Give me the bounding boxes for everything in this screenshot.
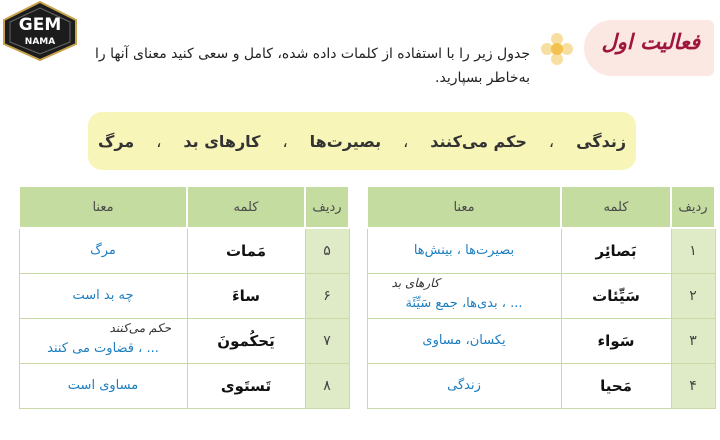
- word-separator: ،: [403, 131, 409, 151]
- row-meaning: مرگ: [19, 228, 187, 273]
- header-word: کلمه: [187, 186, 305, 228]
- instruction-text: جدول زیر را با استفاده از کلمات داده شده، کامل و سعی کنید معنای آنها را: [94, 46, 530, 62]
- row-number: ۴: [671, 363, 715, 408]
- word-separator: ،: [548, 131, 555, 151]
- row-number: ۵: [305, 228, 349, 273]
- table-row: [367, 273, 715, 318]
- row-number: ۱: [671, 228, 715, 273]
- word-bank-item: حکم می‌کنند: [430, 131, 527, 151]
- row-meaning: مساوی است: [19, 363, 187, 408]
- table-row: [19, 273, 349, 318]
- row-meaning: چه بد است: [19, 273, 187, 318]
- header-row-number: ردیف: [671, 186, 715, 228]
- row-word: سَیِّئات: [561, 273, 671, 318]
- row-word: بَصائِر: [561, 228, 671, 273]
- table-row: [19, 318, 349, 363]
- row-meaning: یکسان، مساوی: [367, 318, 561, 363]
- row-word: مَمات: [187, 228, 305, 273]
- header-word: کلمه: [561, 186, 671, 228]
- row-word: ساءَ: [187, 273, 305, 318]
- word-bank: [88, 112, 636, 170]
- row-meaning-cell: [367, 273, 561, 318]
- row-meaning: ... ، بدی‌ها، جمع سَیِّئَة: [405, 296, 523, 311]
- word-bank-item: بصیرت‌ها: [309, 131, 382, 151]
- logo-line2: NAMA: [24, 37, 56, 47]
- logo-line1: GEM: [18, 15, 62, 35]
- instruction-text-2: به‌خاطر بسپارید.: [435, 70, 530, 86]
- handwritten-note: کارهای بد: [391, 275, 440, 290]
- row-meaning: زندگی: [367, 363, 561, 408]
- flower-icon: [540, 32, 574, 66]
- row-number: ۷: [305, 318, 349, 363]
- word-separator: ،: [156, 131, 162, 151]
- row-meaning: ... ، قضاوت می کنند: [47, 341, 159, 356]
- table-row: [367, 363, 715, 408]
- row-meaning: بصیرت‌ها ، بینش‌ها: [367, 228, 561, 273]
- handwritten-note: حکم می‌کنند: [109, 320, 172, 335]
- word-bank-item: زندگی: [576, 131, 627, 151]
- word-bank-item: مرگ: [97, 131, 135, 151]
- row-word: تَستَوی: [187, 363, 305, 408]
- vocab-table-right: [366, 185, 716, 409]
- header-meaning: معنا: [19, 186, 187, 228]
- header-meaning: معنا: [367, 186, 561, 228]
- table-row: [19, 363, 349, 408]
- word-separator: ،: [282, 131, 288, 151]
- row-word: یَحکُمونَ: [187, 318, 305, 363]
- activity-title: فعالیت اول: [601, 30, 700, 54]
- header-row-number: ردیف: [305, 186, 349, 228]
- row-word: سَواء: [561, 318, 671, 363]
- table-row: [19, 228, 349, 273]
- word-bank-item: کارهای بد: [183, 131, 261, 151]
- table-row: [367, 228, 715, 273]
- row-number: ۳: [671, 318, 715, 363]
- row-meaning-cell: [19, 318, 187, 363]
- table-row: [367, 318, 715, 363]
- activity-title-bubble: [584, 20, 714, 76]
- vocab-table-left: [18, 185, 350, 409]
- row-number: ۶: [305, 273, 349, 318]
- row-number: ۸: [305, 363, 349, 408]
- row-word: مَحیا: [561, 363, 671, 408]
- row-number: ۲: [671, 273, 715, 318]
